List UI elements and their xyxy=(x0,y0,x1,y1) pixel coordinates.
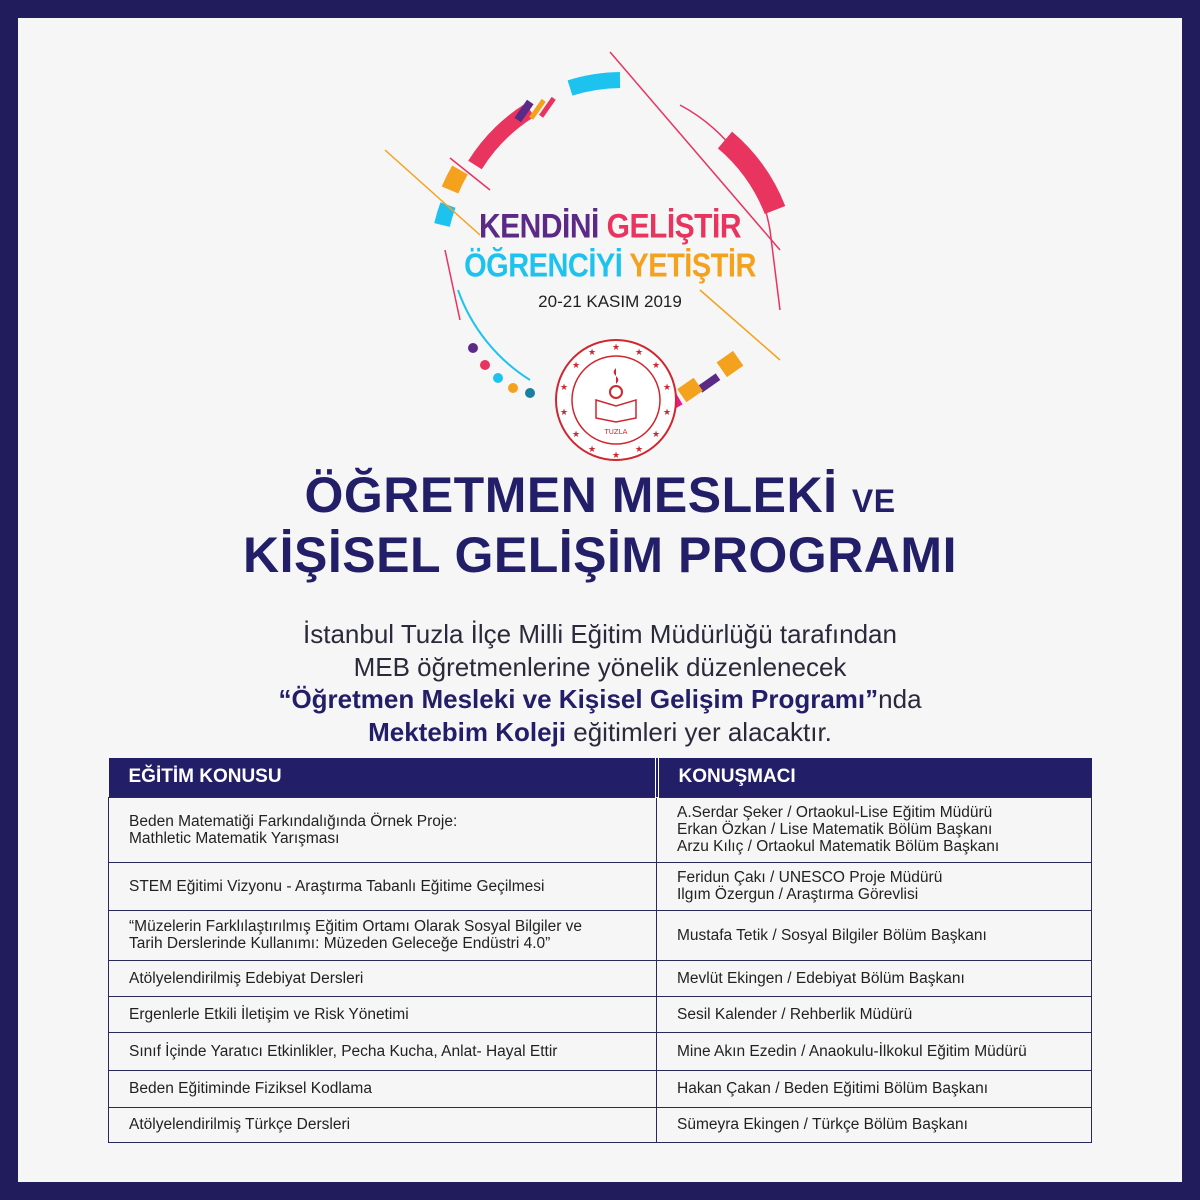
speaker-cell: Mine Akın Ezedin / Anaokulu-İlkokul Eğitim Müdürü xyxy=(657,1032,1092,1070)
speaker-cell: Sümeyra Ekingen / Türkçe Bölüm Başkanı xyxy=(657,1107,1092,1142)
speaker-cell: Hakan Çakan / Beden Eğitimi Bölüm Başkanı xyxy=(657,1070,1092,1107)
svg-text:★: ★ xyxy=(560,407,569,417)
svg-text:★: ★ xyxy=(652,429,661,439)
table-row xyxy=(109,960,1092,996)
topic-cell: Atölyelendirilmiş Edebiyat Dersleri xyxy=(109,960,657,996)
intro-line: “Öğretmen Mesleki ve Kişisel Gelişim Programı”nda xyxy=(278,684,922,714)
speaker-cell: Sesil Kalender / Rehberlik Müdürü xyxy=(657,996,1092,1032)
header-topic: EĞİTİM KONUSU xyxy=(109,758,657,797)
topic-cell: “Müzelerin Farklılaştırılmış Eğitim Ortamı Olarak Sosyal Bilgiler ve Tarih Derslerinde Kullanımı: Müzeden Geleceğe Endüstri 4.0” xyxy=(109,910,657,960)
topic-cell: Sınıf İçinde Yaratıcı Etkinlikler, Pecha Kucha, Anlat- Hayal Ettir xyxy=(109,1032,657,1070)
header-speaker: KONUŞMACI xyxy=(657,758,1092,797)
table-row xyxy=(109,1032,1092,1070)
page-title-line2: KİŞİSEL GELİŞİM PROGRAMI xyxy=(243,527,957,583)
schedule-table xyxy=(108,758,1092,1143)
topic-cell: Ergenlerle Etkili İletişim ve Risk Yönetimi xyxy=(109,996,657,1032)
topic-cell: Atölyelendirilmiş Türkçe Dersleri xyxy=(109,1107,657,1142)
intro-paragraph xyxy=(18,618,1182,748)
svg-text:★: ★ xyxy=(635,444,644,454)
logo-slogan-line1: KENDİNİ GELİŞTİR xyxy=(478,207,742,246)
svg-text:★: ★ xyxy=(612,450,621,460)
svg-text:★: ★ xyxy=(612,342,621,352)
svg-text:★: ★ xyxy=(652,360,661,370)
poster xyxy=(18,18,1182,1182)
table-row xyxy=(109,910,1092,960)
svg-text:TUZLA: TUZLA xyxy=(604,428,628,436)
speaker-cell: Mustafa Tetik / Sosyal Bilgiler Bölüm Başkanı xyxy=(657,910,1092,960)
table-row xyxy=(109,797,1092,862)
topic-cell: Beden Matematiği Farkındalığında Örnek Proje: Mathletic Matematik Yarışması xyxy=(109,797,657,862)
svg-text:★: ★ xyxy=(588,347,597,357)
event-date: 20-21 KASIM 2019 xyxy=(538,292,682,311)
speaker-cell: Feridun Çakı / UNESCO Proje Müdürü Ilgım Özergun / Araştırma Görevlisi xyxy=(657,862,1092,910)
table-row xyxy=(109,862,1092,910)
topic-cell: STEM Eğitimi Vizyonu - Araştırma Tabanlı Eğitime Geçilmesi xyxy=(109,862,657,910)
table-row xyxy=(109,1070,1092,1107)
speaker-cell: Mevlüt Ekingen / Edebiyat Bölüm Başkanı xyxy=(657,960,1092,996)
svg-text:★: ★ xyxy=(663,407,672,417)
topic-cell: Beden Eğitiminde Fiziksel Kodlama xyxy=(109,1070,657,1107)
intro-line: Mektebim Koleji eğitimleri yer alacaktır. xyxy=(368,716,832,747)
intro-line: MEB öğretmenlerine yönelik düzenlenecek xyxy=(353,651,847,682)
ministry-seal xyxy=(556,340,676,460)
table-row xyxy=(109,996,1092,1032)
svg-text:★: ★ xyxy=(635,347,644,357)
page-title-line1: ÖĞRETMEN MESLEKİ VE xyxy=(304,467,896,523)
svg-text:★: ★ xyxy=(663,382,672,392)
svg-text:★: ★ xyxy=(588,444,597,454)
intro-line: İstanbul Tuzla İlçe Milli Eğitim Müdürlüğü tarafından xyxy=(303,619,897,649)
table-row xyxy=(109,1107,1092,1142)
svg-text:★: ★ xyxy=(572,360,581,370)
speaker-cell: A.Serdar Şeker / Ortaokul-Lise Eğitim Müdürü Erkan Özkan / Lise Matematik Bölüm Başkanı Arzu Kılıç / Ortaokul Matematik Bölüm Başkanı xyxy=(657,797,1092,862)
event-logo xyxy=(380,50,840,470)
svg-text:★: ★ xyxy=(572,429,581,439)
svg-text:★: ★ xyxy=(560,382,569,392)
logo-slogan-line2: ÖĞRENCİYİ YETİŞTİR xyxy=(464,247,756,285)
